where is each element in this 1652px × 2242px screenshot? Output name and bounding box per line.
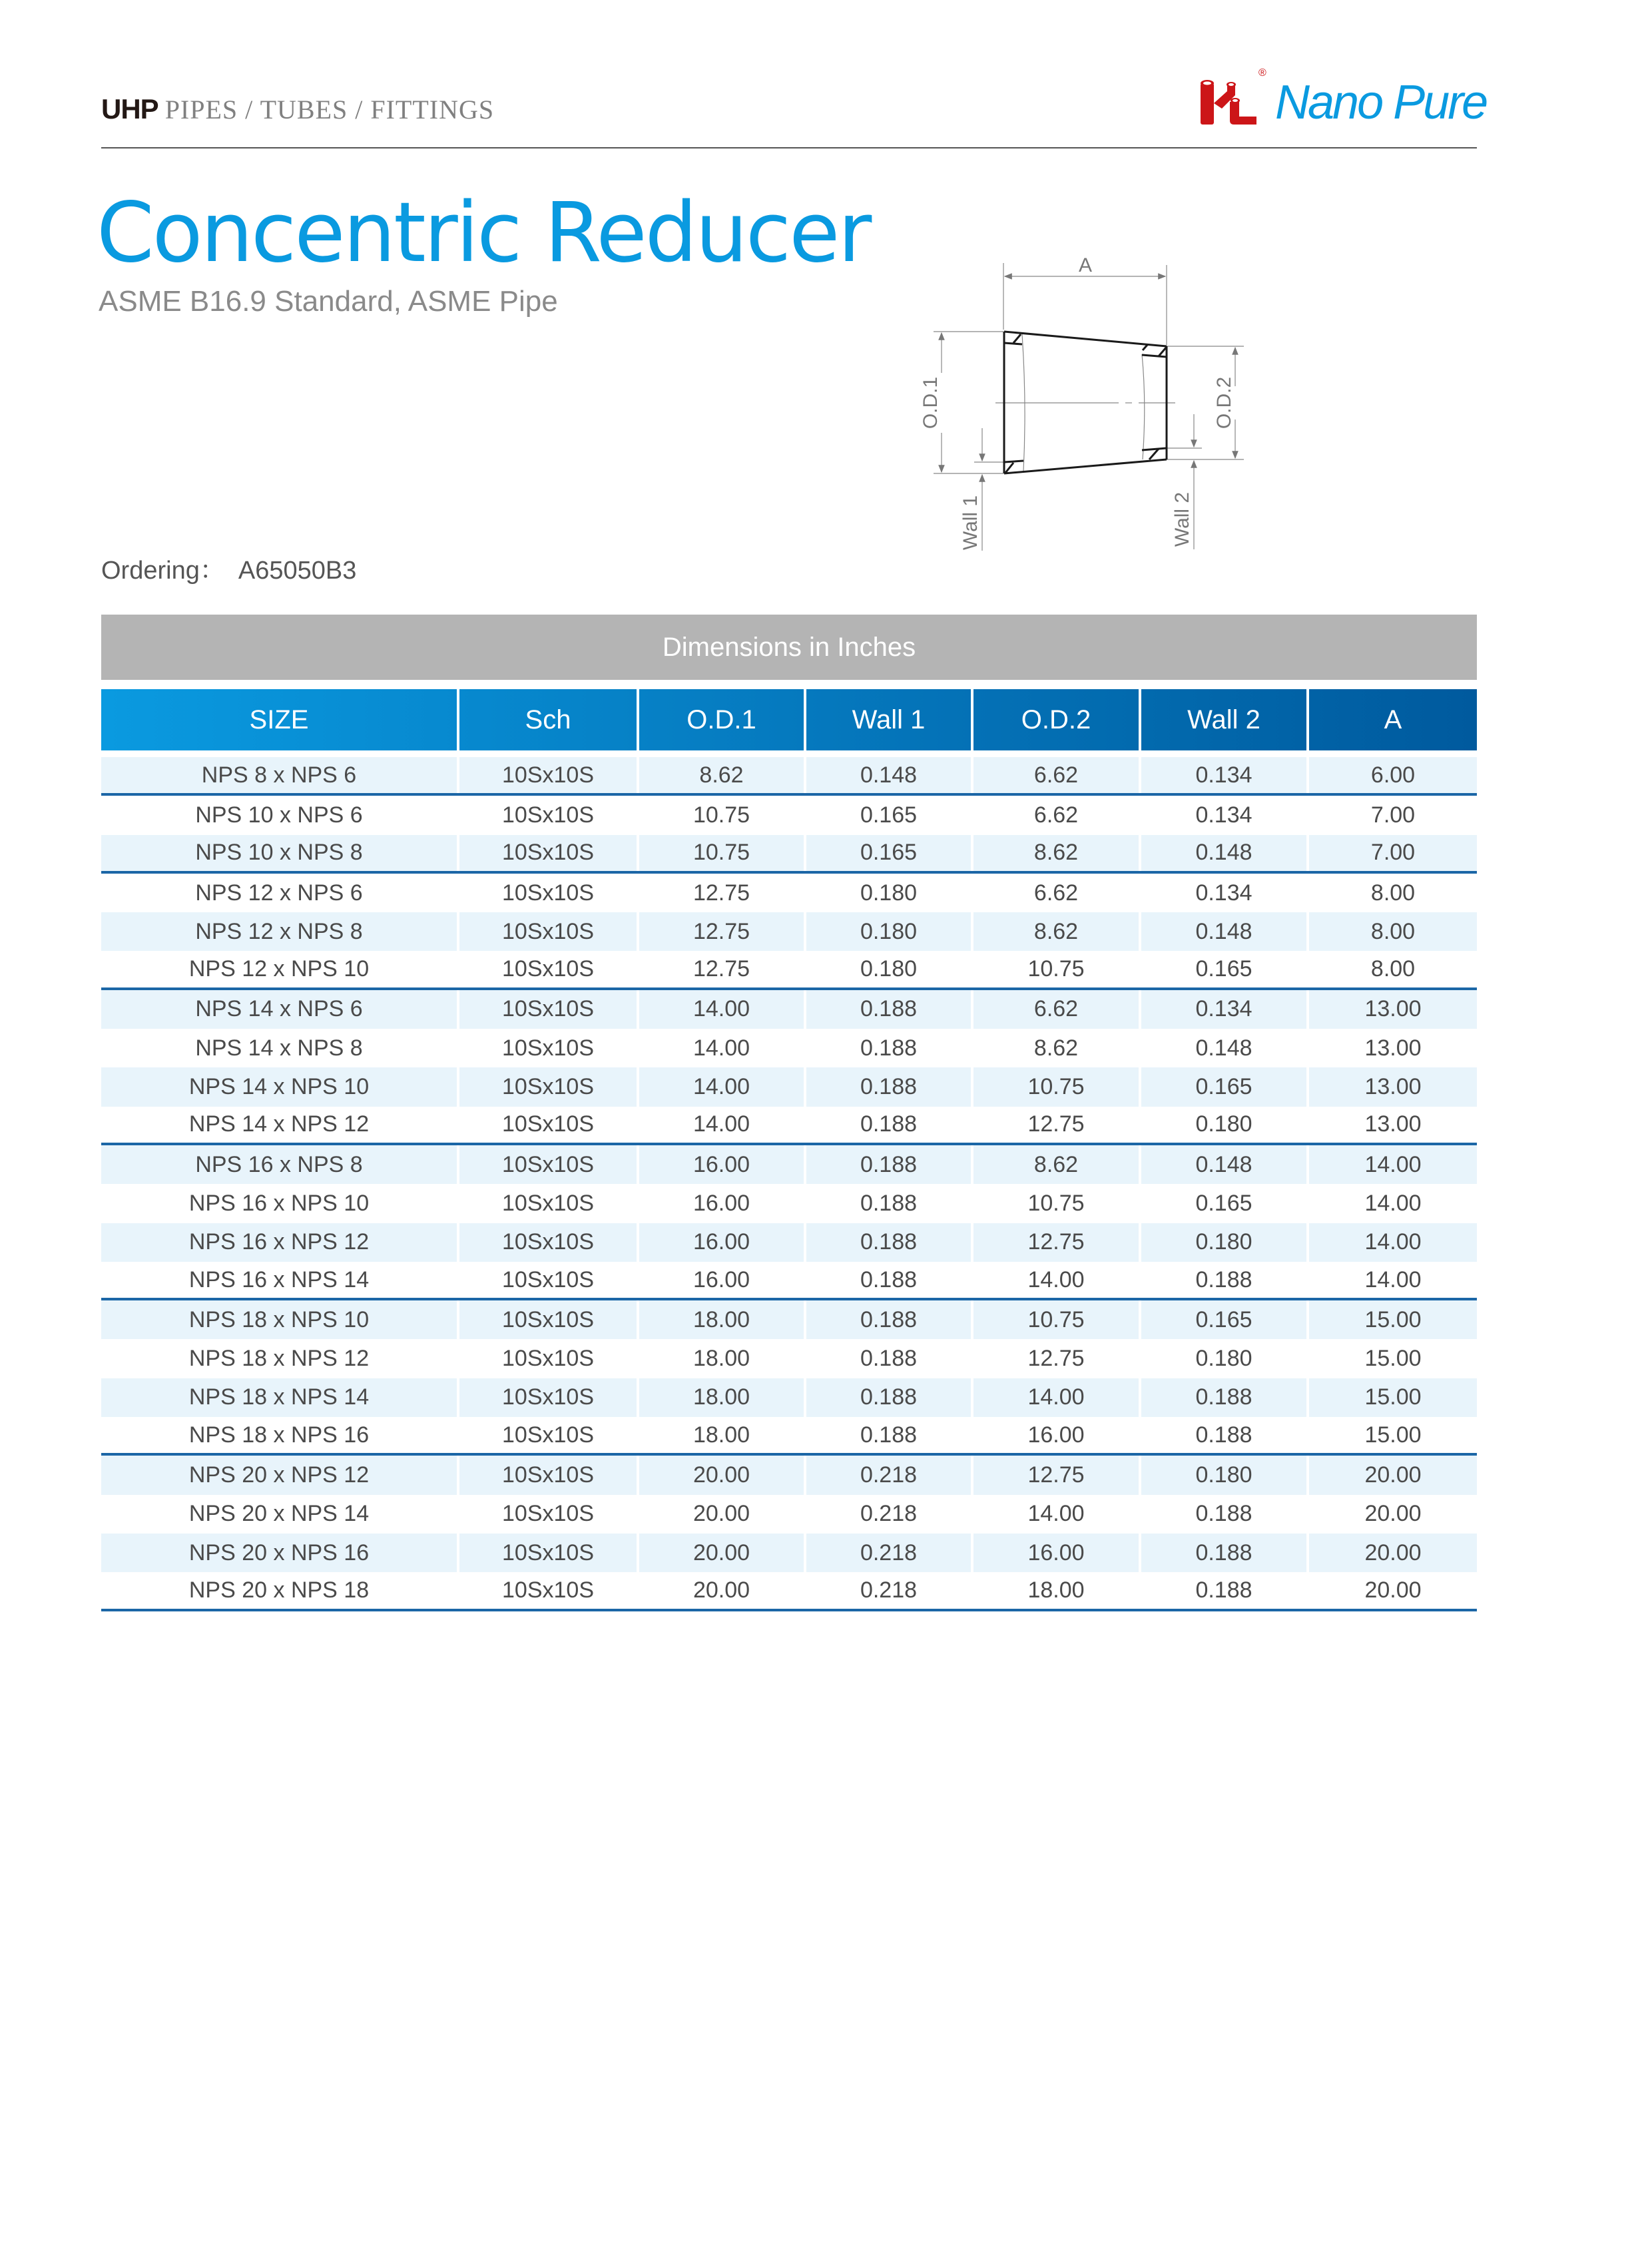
registered-mark: ® (1258, 67, 1266, 79)
cell-od2: 12.75 (973, 1456, 1141, 1494)
table-row (101, 1456, 1477, 1494)
cell-a: 13.00 (1364, 1111, 1422, 1137)
column-header-o-d-2: O.D.2 (973, 689, 1141, 750)
ordering-info (101, 549, 356, 586)
cell-od1: 12.75 (639, 874, 806, 912)
cell-size: NPS 14 x NPS 6 (101, 990, 459, 1029)
cell-sch: 10Sx10S (459, 1223, 639, 1262)
dim-label-od2: O.D.2 (1213, 376, 1235, 429)
cell-a: 20.00 (1364, 1577, 1422, 1603)
cell-a: 20.00 (1309, 1456, 1477, 1494)
table-row (101, 1262, 1477, 1300)
cell-od2: 8.62 (973, 1145, 1141, 1184)
table-row (101, 757, 1477, 796)
cell-od2: 14.00 (973, 1378, 1141, 1417)
cell-wall1: 0.188 (806, 1029, 973, 1067)
cell-od1: 12.75 (639, 951, 806, 987)
table-row (101, 1107, 1477, 1145)
table-row (101, 951, 1477, 989)
cell-a: 15.00 (1364, 1346, 1422, 1372)
cell-size: NPS 18 x NPS 14 (101, 1378, 459, 1417)
cell-od1: 18.00 (639, 1417, 806, 1453)
cell-size: NPS 8 x NPS 6 (101, 757, 459, 793)
cell-size: NPS 18 x NPS 12 (101, 1339, 459, 1378)
cell-sch: 10Sx10S (459, 1145, 639, 1184)
table-row (101, 1145, 1477, 1184)
cell-a: 13.00 (1364, 1035, 1422, 1061)
cell-a: 8.00 (1309, 912, 1477, 951)
cell-a: 13.00 (1309, 1067, 1477, 1106)
category-label: PIPES / TUBES / FITTINGS (164, 95, 495, 125)
table-row (101, 912, 1477, 951)
cell-sch: 10Sx10S (459, 1184, 639, 1223)
cell-wall1: 0.188 (806, 1378, 973, 1417)
cell-wall1: 0.180 (806, 951, 973, 987)
cell-od2: 14.00 (973, 1262, 1141, 1298)
cell-wall2: 0.165 (1141, 1067, 1309, 1106)
cell-sch: 10Sx10S (459, 835, 639, 871)
cell-od2: 8.62 (973, 1029, 1141, 1067)
cell-od2: 6.62 (973, 757, 1141, 793)
table-row (101, 1067, 1477, 1106)
cell-size: NPS 12 x NPS 8 (101, 912, 459, 951)
cell-sch: 10Sx10S (459, 796, 639, 834)
cell-od2: 14.00 (973, 1495, 1141, 1534)
cell-wall1: 0.148 (806, 757, 973, 793)
cell-od2: 18.00 (973, 1572, 1141, 1608)
ordering-code: A65050B3 (238, 557, 357, 585)
reducer-dimension-diagram (899, 240, 1332, 573)
column-header-sch: Sch (459, 689, 639, 750)
cell-wall2: 0.134 (1141, 796, 1309, 834)
cell-size: NPS 20 x NPS 18 (101, 1572, 459, 1608)
cell-od1: 18.00 (639, 1300, 806, 1339)
cell-od1: 18.00 (639, 1339, 806, 1378)
cell-od1: 10.75 (639, 796, 806, 834)
cell-od2: 10.75 (973, 1300, 1141, 1339)
cell-od2: 8.62 (973, 912, 1141, 951)
cell-a: 15.00 (1309, 1300, 1477, 1339)
cell-wall1: 0.180 (806, 912, 973, 951)
cell-sch: 10Sx10S (459, 1029, 639, 1067)
column-header-size: SIZE (101, 689, 459, 750)
header-divider (101, 147, 1477, 148)
cell-od1: 14.00 (639, 1067, 806, 1106)
cell-od1: 12.75 (639, 912, 806, 951)
cell-od2: 6.62 (973, 990, 1141, 1029)
cell-sch: 10Sx10S (459, 1107, 639, 1143)
cell-a: 14.00 (1309, 1145, 1477, 1184)
cell-od1: 10.75 (639, 835, 806, 871)
cell-size: NPS 20 x NPS 16 (101, 1534, 459, 1572)
table-row (101, 1223, 1477, 1262)
cell-wall2: 0.148 (1141, 1145, 1309, 1184)
cell-wall2: 0.188 (1141, 1378, 1309, 1417)
dim-label-od1: O.D.1 (920, 376, 942, 429)
cell-od2: 10.75 (973, 951, 1141, 987)
cell-size: NPS 14 x NPS 10 (101, 1067, 459, 1106)
cell-sch: 10Sx10S (459, 990, 639, 1029)
page-subtitle: ASME B16.9 Standard, ASME Pipe (99, 285, 558, 318)
table-row (101, 1495, 1477, 1534)
ordering-label: Ordering： (101, 557, 225, 585)
cell-wall2: 0.188 (1141, 1572, 1309, 1608)
brand-prefix: UHP (101, 93, 158, 125)
cell-size: NPS 14 x NPS 12 (101, 1107, 459, 1143)
cell-wall2: 0.180 (1141, 1456, 1309, 1494)
table-row (101, 1184, 1477, 1223)
cell-od1: 18.00 (639, 1378, 806, 1417)
cell-od2: 10.75 (973, 1184, 1141, 1223)
table-row (101, 1572, 1477, 1611)
cell-sch: 10Sx10S (459, 1262, 639, 1298)
cell-wall1: 0.188 (806, 990, 973, 1029)
cell-wall1: 0.188 (806, 1300, 973, 1339)
cell-wall1: 0.188 (806, 1107, 973, 1143)
cell-wall1: 0.165 (806, 796, 973, 834)
logo-wordmark: Nano Pure (1275, 76, 1487, 129)
cell-sch: 10Sx10S (459, 951, 639, 987)
cell-wall2: 0.134 (1141, 874, 1309, 912)
column-header-wall-1: Wall 1 (806, 689, 973, 750)
table-header-row (101, 689, 1477, 750)
cell-od2: 12.75 (973, 1107, 1141, 1143)
cell-size: NPS 16 x NPS 14 (101, 1262, 459, 1298)
cell-wall2: 0.134 (1141, 757, 1309, 793)
cell-sch: 10Sx10S (459, 1456, 639, 1494)
cell-wall1: 0.218 (806, 1495, 973, 1534)
cell-a: 7.00 (1370, 802, 1416, 828)
cell-wall1: 0.180 (806, 874, 973, 912)
cell-wall2: 0.148 (1141, 1029, 1309, 1067)
cell-a: 20.00 (1364, 1501, 1422, 1527)
cell-od1: 16.00 (639, 1145, 806, 1184)
cell-a: 13.00 (1309, 990, 1477, 1029)
cell-wall1: 0.218 (806, 1572, 973, 1608)
cell-wall2: 0.188 (1141, 1534, 1309, 1572)
cell-sch: 10Sx10S (459, 1572, 639, 1608)
cell-size: NPS 12 x NPS 6 (101, 874, 459, 912)
cell-size: NPS 10 x NPS 8 (101, 835, 459, 871)
table-row (101, 796, 1477, 834)
cell-wall2: 0.148 (1141, 835, 1309, 871)
table-banner: Dimensions in Inches (101, 615, 1477, 680)
dim-label-a: A (1078, 254, 1093, 276)
cell-wall2: 0.165 (1141, 1184, 1309, 1223)
cell-wall1: 0.188 (806, 1339, 973, 1378)
table-row (101, 874, 1477, 912)
cell-od1: 14.00 (639, 990, 806, 1029)
cell-od1: 14.00 (639, 1029, 806, 1067)
cell-sch: 10Sx10S (459, 912, 639, 951)
cell-wall2: 0.188 (1141, 1417, 1309, 1453)
cell-wall1: 0.188 (806, 1262, 973, 1298)
cell-od1: 20.00 (639, 1572, 806, 1608)
cell-wall1: 0.188 (806, 1067, 973, 1106)
company-logo (1195, 67, 1488, 133)
cell-a: 15.00 (1309, 1378, 1477, 1417)
kl-pipe-logo-icon (1195, 70, 1268, 130)
cell-od2: 8.62 (973, 835, 1141, 871)
cell-sch: 10Sx10S (459, 1339, 639, 1378)
cell-size: NPS 18 x NPS 10 (101, 1300, 459, 1339)
cell-sch: 10Sx10S (459, 1534, 639, 1572)
cell-a: 14.00 (1309, 1223, 1477, 1262)
cell-wall1: 0.188 (806, 1184, 973, 1223)
reducer-drawing-icon (899, 240, 1332, 573)
cell-a: 14.00 (1364, 1190, 1422, 1216)
cell-wall2: 0.188 (1141, 1262, 1309, 1298)
cell-od1: 16.00 (639, 1223, 806, 1262)
cell-wall1: 0.218 (806, 1534, 973, 1572)
cell-size: NPS 14 x NPS 8 (101, 1029, 459, 1067)
cell-size: NPS 20 x NPS 14 (101, 1495, 459, 1534)
cell-wall2: 0.180 (1141, 1339, 1309, 1378)
cell-wall2: 0.180 (1141, 1107, 1309, 1143)
cell-od1: 8.62 (639, 757, 806, 793)
cell-a: 20.00 (1309, 1534, 1477, 1572)
cell-size: NPS 10 x NPS 6 (101, 796, 459, 834)
cell-wall2: 0.165 (1141, 1300, 1309, 1339)
cell-od2: 6.62 (973, 796, 1141, 834)
cell-wall2: 0.134 (1141, 990, 1309, 1029)
cell-a: 8.00 (1370, 956, 1416, 982)
cell-sch: 10Sx10S (459, 1300, 639, 1339)
cell-sch: 10Sx10S (459, 1495, 639, 1534)
dim-label-wall2: Wall 2 (1171, 491, 1193, 547)
cell-size: NPS 20 x NPS 12 (101, 1456, 459, 1494)
cell-wall2: 0.165 (1141, 951, 1309, 987)
cell-od2: 16.00 (973, 1417, 1141, 1453)
cell-sch: 10Sx10S (459, 1417, 639, 1453)
cell-size: NPS 16 x NPS 8 (101, 1145, 459, 1184)
dim-label-wall1: Wall 1 (960, 495, 981, 551)
cell-od1: 16.00 (639, 1184, 806, 1223)
table-row (101, 990, 1477, 1029)
cell-od1: 16.00 (639, 1262, 806, 1298)
cell-wall2: 0.148 (1141, 912, 1309, 951)
cell-sch: 10Sx10S (459, 1067, 639, 1106)
column-header-o-d-1: O.D.1 (639, 689, 806, 750)
cell-sch: 10Sx10S (459, 1378, 639, 1417)
cell-sch: 10Sx10S (459, 874, 639, 912)
cell-size: NPS 16 x NPS 10 (101, 1184, 459, 1223)
cell-size: NPS 16 x NPS 12 (101, 1223, 459, 1262)
cell-od1: 20.00 (639, 1495, 806, 1534)
cell-wall2: 0.188 (1141, 1495, 1309, 1534)
table-row (101, 1029, 1477, 1067)
cell-wall1: 0.188 (806, 1417, 973, 1453)
table-row (101, 835, 1477, 874)
dimensions-table-body (101, 757, 1477, 1611)
cell-a: 7.00 (1309, 835, 1477, 871)
cell-wall2: 0.180 (1141, 1223, 1309, 1262)
cell-wall1: 0.188 (806, 1223, 973, 1262)
page-title: Concentric Reducer (97, 185, 870, 281)
table-row (101, 1300, 1477, 1339)
table-row (101, 1417, 1477, 1456)
cell-a: 14.00 (1364, 1266, 1422, 1292)
cell-od2: 6.62 (973, 874, 1141, 912)
table-row (101, 1534, 1477, 1572)
column-header-wall-2: Wall 2 (1141, 689, 1309, 750)
table-row (101, 1378, 1477, 1417)
cell-a: 6.00 (1309, 757, 1477, 793)
header-category-line (101, 93, 494, 133)
cell-wall1: 0.218 (806, 1456, 973, 1494)
cell-size: NPS 12 x NPS 10 (101, 951, 459, 987)
cell-od2: 12.75 (973, 1339, 1141, 1378)
cell-size: NPS 18 x NPS 16 (101, 1417, 459, 1453)
cell-od2: 10.75 (973, 1067, 1141, 1106)
table-row (101, 1339, 1477, 1378)
cell-od1: 20.00 (639, 1534, 806, 1572)
column-header-a: A (1309, 689, 1477, 750)
cell-a: 8.00 (1370, 880, 1416, 906)
cell-od2: 16.00 (973, 1534, 1141, 1572)
cell-a: 15.00 (1364, 1422, 1422, 1448)
cell-od1: 14.00 (639, 1107, 806, 1143)
cell-sch: 10Sx10S (459, 757, 639, 793)
cell-od2: 12.75 (973, 1223, 1141, 1262)
cell-od1: 20.00 (639, 1456, 806, 1494)
cell-wall1: 0.188 (806, 1145, 973, 1184)
cell-wall1: 0.165 (806, 835, 973, 871)
